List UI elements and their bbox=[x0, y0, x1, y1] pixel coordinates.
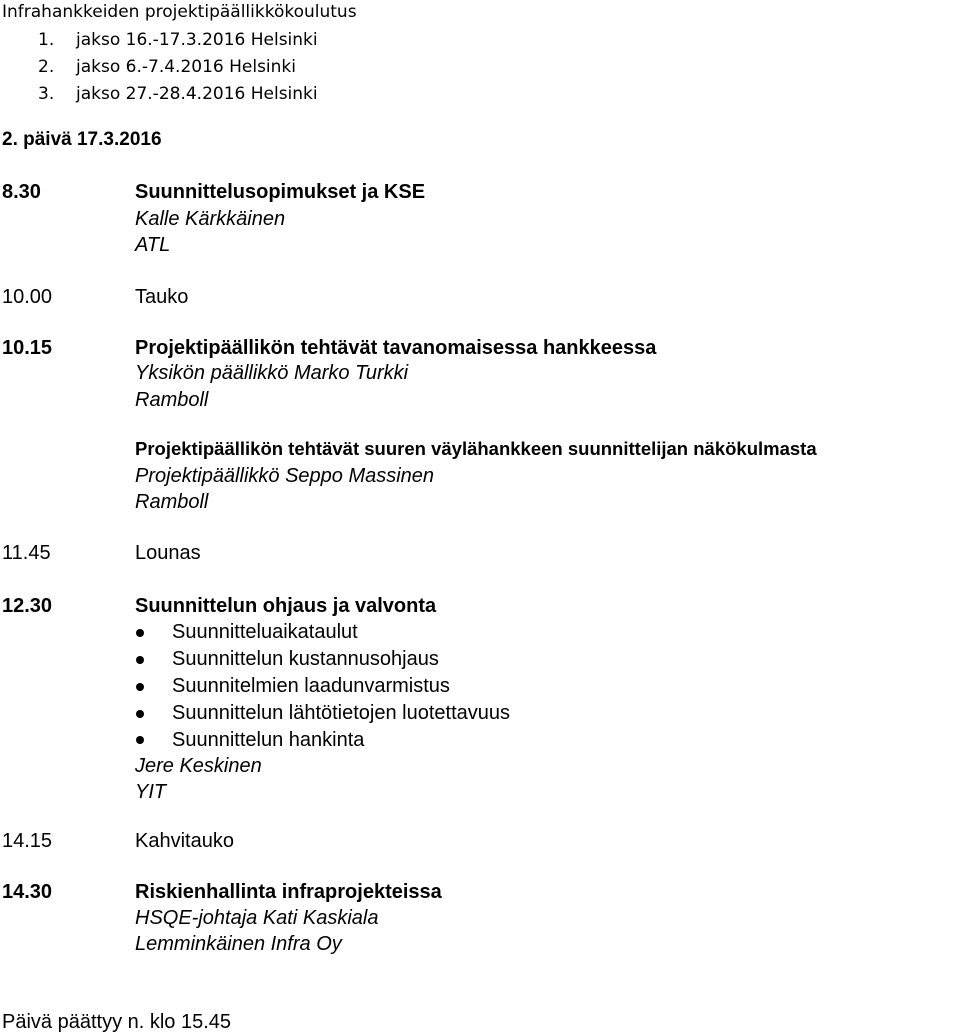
session-time: 10.00 bbox=[2, 286, 53, 308]
session-title: Suunnittelusopimukset ja KSE bbox=[135, 181, 426, 203]
session-organization: Lemminkäinen Infra Oy bbox=[135, 933, 342, 955]
session-speaker: HSQE-johtaja Kati Kaskiala bbox=[135, 907, 379, 929]
day-heading: 2. päivä 17.3.2016 bbox=[2, 129, 162, 150]
session-title: Kahvitauko bbox=[135, 830, 234, 852]
bullet-icon bbox=[136, 710, 144, 718]
session-title: Riskienhallinta infraprojekteissa bbox=[135, 881, 442, 903]
session-time: 14.15 bbox=[2, 830, 53, 852]
day-end-note: Päivä päättyy n. klo 15.45 bbox=[2, 1011, 232, 1033]
session-speaker: Projektipäällikkö Seppo Massinen bbox=[135, 465, 435, 487]
bullet-item: Suunnitelmien laadunvarmistus bbox=[172, 675, 450, 697]
bullet-item: Suunnittelun kustannusohjaus bbox=[172, 648, 439, 670]
session-title: Lounas bbox=[135, 542, 201, 564]
bullet-item: Suunnitteluaikataulut bbox=[172, 621, 358, 643]
session-organization: Ramboll bbox=[135, 491, 209, 513]
session-time: 12.30 bbox=[2, 595, 53, 617]
bullet-icon bbox=[136, 683, 144, 691]
jakso-number: 3. bbox=[38, 84, 55, 104]
bullet-icon bbox=[136, 736, 144, 744]
session-time: 10.15 bbox=[2, 337, 53, 359]
session-speaker: Kalle Kärkkäinen bbox=[135, 208, 286, 230]
session-title: Projektipäällikön tehtävät suuren väylähankkeen suunnittelijan näkökulmasta bbox=[135, 438, 817, 459]
session-title: Tauko bbox=[135, 286, 189, 308]
session-time: 14.30 bbox=[2, 881, 53, 903]
session-title: Suunnittelun ohjaus ja valvonta bbox=[135, 595, 437, 617]
bullet-icon bbox=[136, 629, 144, 637]
session-title: Projektipäällikön tehtävät tavanomaisessa hankkeessa bbox=[135, 337, 657, 359]
bullet-icon bbox=[136, 656, 144, 664]
bullet-item: Suunnittelun lähtötietojen luotettavuus bbox=[172, 702, 511, 724]
jakso-number: 2. bbox=[38, 57, 55, 77]
jakso-text: jakso 6.-7.4.2016 Helsinki bbox=[76, 57, 296, 77]
session-organization: YIT bbox=[135, 781, 167, 803]
bullet-item: Suunnittelun hankinta bbox=[172, 729, 365, 751]
session-time: 11.45 bbox=[2, 542, 51, 564]
session-speaker: Jere Keskinen bbox=[135, 755, 262, 777]
jakso-text: jakso 16.-17.3.2016 Helsinki bbox=[76, 30, 318, 50]
jakso-text: jakso 27.-28.4.2016 Helsinki bbox=[76, 84, 318, 104]
session-speaker: Yksikön päällikkö Marko Turkki bbox=[135, 362, 409, 384]
session-time: 8.30 bbox=[2, 181, 41, 203]
document-title: Infrahankkeiden projektipäällikkökoulutus bbox=[2, 2, 357, 22]
session-organization: Ramboll bbox=[135, 389, 209, 411]
jakso-number: 1. bbox=[38, 30, 55, 50]
session-organization: ATL bbox=[135, 234, 171, 256]
